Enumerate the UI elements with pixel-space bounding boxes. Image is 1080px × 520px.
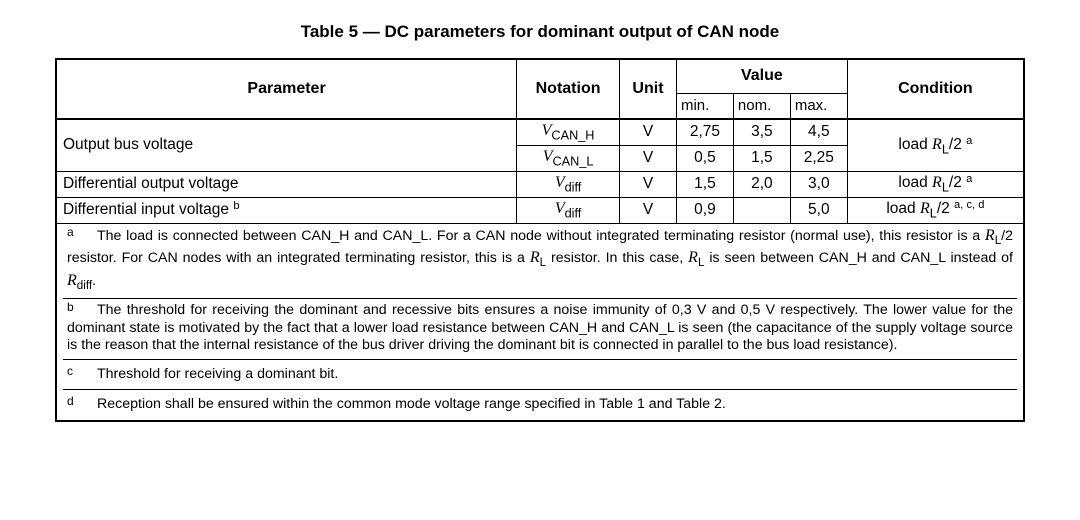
nom-cell: 3,5	[733, 119, 790, 145]
notation-v-diff: $V_{diff}$	[517, 197, 620, 223]
max-cell: 2,25	[790, 145, 847, 171]
notation-v-can-h: $V_{CAN\_H}$	[517, 119, 620, 145]
min-cell: 1,5	[676, 171, 733, 197]
header-nom: nom.	[733, 93, 790, 119]
param-differential-output-voltage: Differential output voltage	[56, 171, 517, 197]
header-min: min.	[676, 93, 733, 119]
unit-cell: V	[620, 119, 677, 145]
condition-cell: load $R_L/2$ $^a$	[847, 119, 1024, 171]
param-differential-input-voltage: Differential input voltage $^b$	[56, 197, 517, 223]
dc-parameters-table	[55, 58, 1025, 422]
table-row	[56, 197, 1024, 223]
nom-cell: 2,0	[733, 171, 790, 197]
table-row	[56, 119, 1024, 145]
notation-v-diff: $V_{diff}$	[517, 171, 620, 197]
footnote-text: The load is connected between CAN_H and CAN_L. For a CAN node without integrated terminating resistor (normal use), this resistor is a $R_L/2$ resistor. For CAN nodes with an integrated terminating resistor, this is a $R_L$ resistor. In this case, $R_L$ is seen between CAN_H and CAN_L instead of $R_{diff}$.	[67, 226, 1013, 292]
unit-cell: V	[620, 197, 677, 223]
max-cell: 3,0	[790, 171, 847, 197]
header-unit: Unit	[620, 59, 677, 119]
footnote-d: d Reception shall be ensured within the common mode voltage range specified in Table 1 and Table 2.	[63, 390, 1017, 420]
footnotes-row	[56, 223, 1024, 421]
unit-cell: V	[620, 145, 677, 171]
header-condition: Condition	[847, 59, 1024, 119]
max-cell: 5,0	[790, 197, 847, 223]
footnote-a: a The load is connected between CAN_H and CAN_L. For a CAN node without integrated terminating resistor (normal use), this resistor is a $R_L/2$ resistor. For CAN nodes with an integrated terminating resistor, this is a $R_L$ resistor. In this case, $R_L$ is seen between CAN_H and CAN_L instead of $R_{diff}$.	[63, 224, 1017, 300]
min-cell: 0,9	[676, 197, 733, 223]
param-output-bus-voltage: Output bus voltage	[56, 119, 517, 171]
footnote-c: c Threshold for receiving a dominant bit.	[63, 360, 1017, 391]
condition-cell: load $R_L/2$ $^{a, c, d}$	[847, 197, 1024, 223]
footnote-text: Threshold for receiving a dominant bit.	[97, 365, 339, 382]
min-cell: 2,75	[676, 119, 733, 145]
header-max: max.	[790, 93, 847, 119]
condition-cell: load $R_L/2$ $^a$	[847, 171, 1024, 197]
footnote-text: Reception shall be ensured within the common mode voltage range specified in Table 1 and Table 2.	[97, 396, 726, 413]
min-cell: 0,5	[676, 145, 733, 171]
header-parameter: Parameter	[56, 59, 517, 119]
header-value: Value	[676, 59, 847, 93]
notation-v-can-l: $V_{CAN\_L}$	[517, 145, 620, 171]
table-row	[56, 171, 1024, 197]
table-caption: Table 5 — DC parameters for dominant output of CAN node	[300, 22, 780, 41]
footnote-b: b The threshold for receiving the dominant and recessive bits ensures a noise immunity of 0,3 V and 0,5 V respectively. The lower value for the dominant state is motivated by the fact that a lower load resistance between CAN_H and CAN_L is seen (the capacitance of the supply voltage source is the reason that the internal resistance of the bus driver driving the dominant bit is connected in parallel to the bus load resistance).	[63, 299, 1017, 360]
footnote-text: The threshold for receiving the dominant and recessive bits ensures a noise immunity of 0,3 V and 0,5 V respectively. The lower value for the dominant state is motivated by the fact that a lower load resistance between CAN_H and CAN_L is seen (the capacitance of the supply voltage source is the reason that the internal resistance of the bus driver driving the dominant bit is connected in parallel to the bus load resistance).	[67, 302, 1013, 354]
nom-cell	[733, 197, 790, 223]
header-notation: Notation	[517, 59, 620, 119]
max-cell: 4,5	[790, 119, 847, 145]
unit-cell: V	[620, 171, 677, 197]
nom-cell: 1,5	[733, 145, 790, 171]
